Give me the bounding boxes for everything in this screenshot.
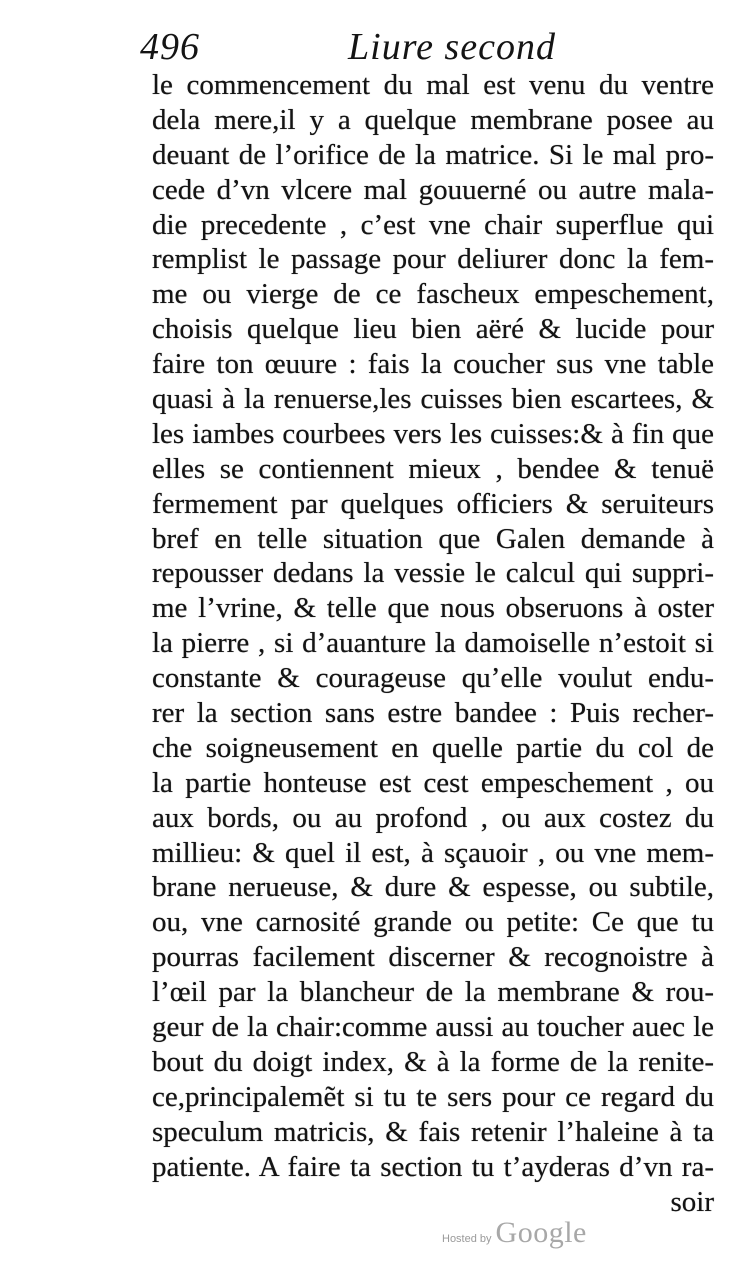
text-line: la pierre , si d’auanture la damoiselle n’estoit si bbox=[152, 627, 714, 660]
text-line: l’œil par la blancheur de la membrane & rou- bbox=[152, 976, 714, 1009]
text-line: bout du doigt index, & à la forme de la renite- bbox=[152, 1045, 714, 1078]
text-line: remplist le passage pour deliurer donc la fem- bbox=[152, 243, 714, 276]
hosted-by-google-mark bbox=[442, 1216, 587, 1256]
text-line: speculum matricis, & fais retenir l’haleine à ta bbox=[152, 1115, 714, 1148]
text-line: deuant de l’orifice de la matrice. Si le mal pro- bbox=[152, 138, 714, 171]
text-line: les iambes courbees vers les cuisses:& à fin que bbox=[152, 417, 714, 450]
text-line: aux bords, ou au profond , ou aux costez du bbox=[152, 801, 714, 834]
google-logo-text: Google bbox=[495, 1216, 587, 1249]
text-line: che soigneusement en quelle partie du col de bbox=[152, 731, 714, 764]
text-line: me l’vrine, & telle que nous obseruons à oster bbox=[152, 592, 714, 625]
text-line: repousser dedans la vessie le calcul qui suppri- bbox=[152, 557, 714, 590]
text-line: la partie honteuse est cest empeschement , ou bbox=[152, 766, 714, 799]
text-line: me ou vierge de ce fascheux empeschement, bbox=[152, 278, 714, 311]
running-head bbox=[140, 22, 700, 72]
running-title: Liure second bbox=[348, 26, 556, 68]
body-text bbox=[152, 68, 714, 1219]
text-line: quasi à la renuerse,les cuisses bien escartees, & bbox=[152, 383, 714, 416]
text-line: le commencement du mal est venu du ventre bbox=[152, 69, 714, 101]
text-line: pourras facilement discerner & recognoistre à bbox=[152, 941, 714, 974]
text-line: geur de la chair:comme aussi au toucher auec le bbox=[152, 1011, 714, 1044]
text-line: faire ton œuure : fais la coucher sus vne table bbox=[152, 348, 714, 381]
text-line: ce,principalemẽt si tu te sers pour ce regard du bbox=[152, 1080, 714, 1113]
text-line: patiente. A faire ta section tu t’ayderas d’vn ra- bbox=[152, 1150, 714, 1183]
text-line: fermement par quelques officiers & seruiteurs bbox=[152, 487, 714, 520]
page-number: 496 bbox=[140, 26, 200, 68]
text-line: choisis quelque lieu bien aëré & lucide pour bbox=[152, 313, 714, 346]
text-line: bref en telle situation que Galen demande à bbox=[152, 522, 714, 555]
text-line: rer la section sans estre bandee : Puis recher- bbox=[152, 697, 714, 730]
text-line: elles se contiennent mieux , bendee & tenuë bbox=[152, 452, 714, 485]
text-line: ou, vne carnosité grande ou petite: Ce que tu bbox=[152, 906, 714, 939]
hosted-by-label: Hosted by bbox=[442, 1233, 492, 1245]
text-line: cede d’vn vlcere mal gouuerné ou autre mala- bbox=[152, 173, 714, 206]
text-line: dela mere,il y a quelque membrane posee au bbox=[152, 103, 714, 136]
text-line: millieu: & quel il est, à sçauoir , ou vne mem- bbox=[152, 836, 714, 869]
text-line: brane nerueuse, & dure & espesse, ou subtile, bbox=[152, 871, 714, 904]
text-line: soir bbox=[670, 1185, 714, 1218]
text-line: constante & courageuse qu’elle voulut endu- bbox=[152, 662, 714, 695]
text-line: die precedente , c’est vne chair superflue qui bbox=[152, 208, 714, 241]
